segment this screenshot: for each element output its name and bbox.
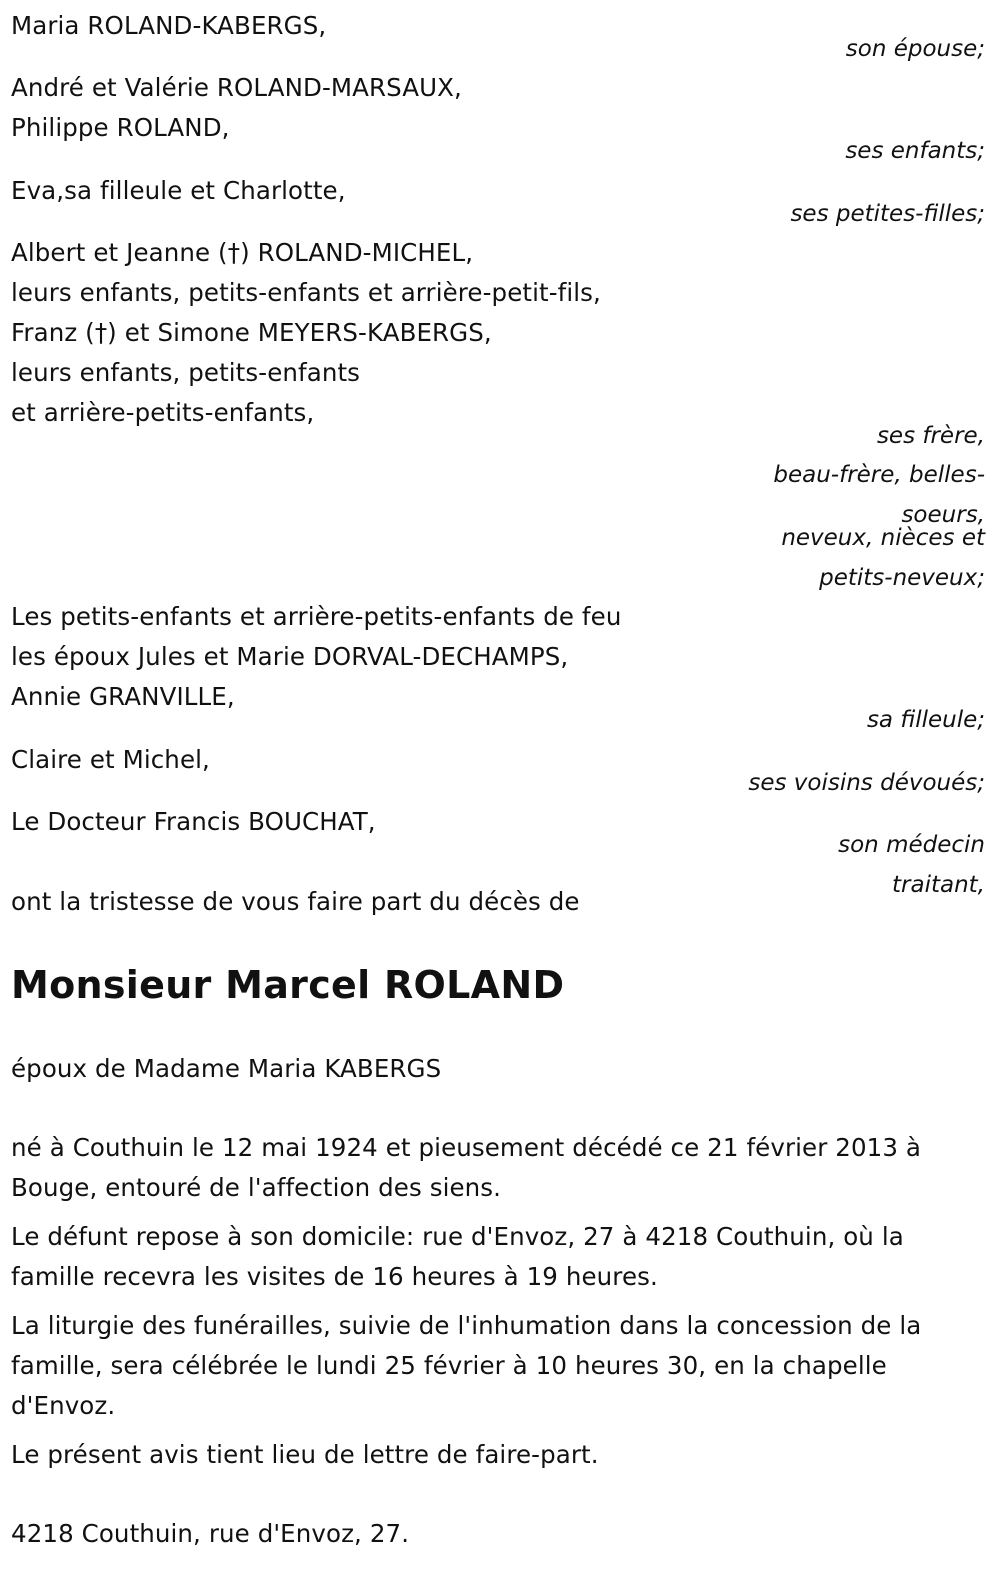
relation-label: son épouse; — [845, 36, 985, 62]
relation-label: neveux, nièces et — [781, 525, 985, 551]
relation-label: ses frère, — [876, 423, 985, 449]
relation-label: beau-frère, belles- — [773, 462, 985, 488]
relation-label: ses petites-filles; — [790, 201, 985, 227]
family-line: André et Valérie ROLAND-MARSAUX, — [11, 73, 462, 102]
relation-label: ses enfants; — [845, 138, 985, 164]
family-line: Philippe ROLAND, — [11, 113, 230, 142]
address-line: 4218 Couthuin, rue d'Envoz, 27. — [11, 1519, 410, 1548]
detail-line: famille, sera célébrée le lundi 25 février à 10 heures 30, en la chapelle — [11, 1351, 887, 1380]
family-line: Les petits-enfants et arrière-petits-enfants de feu — [11, 602, 622, 631]
family-line: Claire et Michel, — [11, 745, 210, 774]
family-line: Eva,sa filleule et Charlotte, — [11, 176, 346, 205]
family-line: Annie GRANVILLE, — [11, 682, 235, 711]
family-line: Le Docteur Francis BOUCHAT, — [11, 807, 376, 836]
family-line: leurs enfants, petits-enfants et arrière-petit-fils, — [11, 278, 601, 307]
relation-label: soeurs, — [901, 502, 985, 528]
family-line: les époux Jules et Marie DORVAL-DECHAMPS, — [11, 642, 569, 671]
detail-line: Le défunt repose à son domicile: rue d'Envoz, 27 à 4218 Couthuin, où la — [11, 1222, 904, 1251]
family-line: Franz (†) et Simone MEYERS-KABERGS, — [11, 318, 492, 347]
announcement-line: ont la tristesse de vous faire part du décès de — [11, 887, 580, 916]
family-line: Albert et Jeanne (†) ROLAND-MICHEL, — [11, 238, 474, 267]
deceased-name: Monsieur Marcel ROLAND — [11, 963, 565, 1007]
family-line: et arrière-petits-enfants, — [11, 398, 315, 427]
family-line: leurs enfants, petits-enfants — [11, 358, 361, 387]
relation-label: traitant, — [892, 872, 985, 898]
relation-label: ses voisins dévoués; — [748, 770, 985, 796]
spouse-line: époux de Madame Maria KABERGS — [11, 1054, 442, 1083]
relation-label: petits-neveux; — [819, 565, 985, 591]
detail-line: Le présent avis tient lieu de lettre de faire-part. — [11, 1440, 599, 1469]
detail-line: La liturgie des funérailles, suivie de l'inhumation dans la concession de la — [11, 1311, 922, 1340]
detail-line: né à Couthuin le 12 mai 1924 et pieusement décédé ce 21 février 2013 à — [11, 1133, 922, 1162]
relation-label: sa filleule; — [866, 707, 985, 733]
detail-line: Bouge, entouré de l'affection des siens. — [11, 1173, 502, 1202]
relation-label: son médecin — [838, 832, 985, 858]
detail-line: famille recevra les visites de 16 heures à 19 heures. — [11, 1262, 658, 1291]
family-line: Maria ROLAND-KABERGS, — [11, 11, 327, 40]
detail-line: d'Envoz. — [11, 1391, 116, 1420]
